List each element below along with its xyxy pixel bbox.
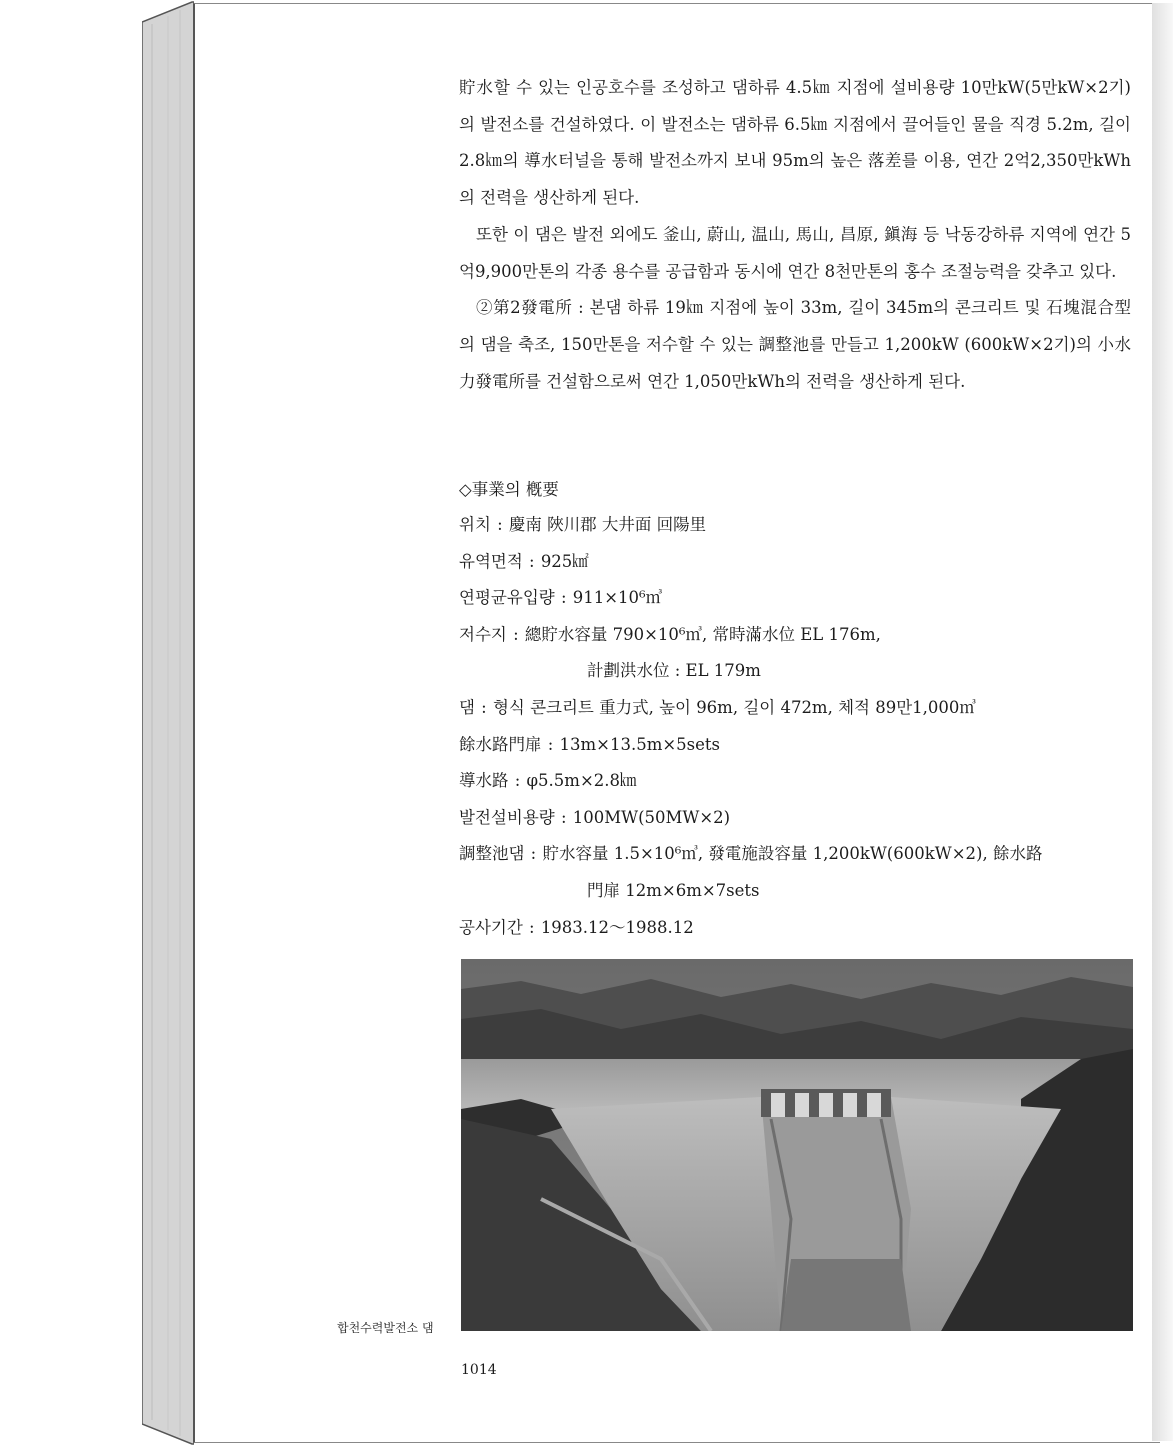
overview-row-location <box>459 507 1131 544</box>
section-heading: ◇事業의 槪要 <box>459 480 559 499</box>
colon: : <box>560 588 567 608</box>
photo-caption: 합천수력발전소 댐 <box>337 1321 434 1335</box>
overview-value: 형식 콘크리트 重力式, 높이 96m, 길이 472m, 체적 89만1,000㎥ <box>492 697 976 717</box>
label-char: 량 <box>538 807 555 827</box>
label-char: 량 <box>538 588 555 608</box>
label-char: 전 <box>474 807 491 827</box>
colon: : <box>513 624 519 644</box>
label-char: 整 <box>475 844 492 864</box>
colon: : <box>560 807 567 827</box>
paragraph-water-supply: 또한 이 댐은 발전 외에도 釜山, 蔚山, 温山, 馬山, 昌原, 鎭海 등 낙동강하류 지역에 연간 5억9,900만톤의 각종 용수를 공급함과 동시에 연간 8천만톤의 홍수 조절능력을 갖추고 있다. <box>459 224 1131 281</box>
body-text <box>459 70 1131 400</box>
paragraph-power-plant: 貯水할 수 있는 인공호수를 조성하고 댐하류 4.5㎞ 지점에 설비용량 10만kW(5만kW×2기)의 발전소를 건설하였다. 이 발전소는 댐하류 6.5㎞ 지점에서 끌어들인 물을 직경 5.2m, 길이 2.8㎞의 導水터널을 통해 발전소까지 보내 95m의 높은 落差를 이용, 연간 2억2,350만kWh의 전력을 생산하게 된다. <box>459 78 1131 208</box>
colon: : <box>547 734 554 754</box>
colon: : <box>497 515 503 534</box>
colon: : <box>481 697 487 717</box>
overview-row-regulating-dam <box>459 836 1131 873</box>
overview-value: 100MW(50MW×2) <box>572 807 731 827</box>
label-char: 저 <box>459 624 475 644</box>
label-char: 導 <box>459 771 476 791</box>
label-char: 설 <box>490 807 507 827</box>
label-char: 댐 <box>459 697 475 717</box>
label-char: 路 <box>492 734 509 754</box>
label-char: 입 <box>522 588 539 608</box>
overview-value: φ5.5m×2.8㎞ <box>526 771 637 791</box>
colon: : <box>529 917 535 937</box>
colon: : <box>514 771 521 791</box>
label-char: 역 <box>474 551 491 571</box>
label-char: 댐 <box>508 844 525 864</box>
colon: : <box>529 551 535 571</box>
page-number: 1014 <box>461 1362 497 1378</box>
label-char: 균 <box>490 588 507 608</box>
label-char: 위 <box>459 515 475 534</box>
label-char: 수 <box>474 624 491 644</box>
overview-row-annual-inflow <box>459 580 1131 617</box>
page-right-shadow <box>1152 3 1173 1441</box>
label-char: 餘 <box>459 734 476 754</box>
label-char: 발 <box>459 807 475 827</box>
overview-row-continuation <box>459 873 1131 910</box>
label-char: 기 <box>490 917 507 937</box>
overview-value: 1983.12～1988.12 <box>540 917 694 937</box>
label-char: 비 <box>506 807 523 827</box>
overview-row-continuation <box>459 653 1131 690</box>
overview-value: 13m×13.5m×5sets <box>559 734 721 754</box>
label-char: 池 <box>492 844 509 864</box>
overview-value: 慶南 陜川郡 大井面 回陽里 <box>508 515 707 534</box>
colon: : <box>530 844 537 864</box>
label-char: 門 <box>508 734 525 754</box>
label-char: 扉 <box>525 734 542 754</box>
paragraph-second-plant: ②第2發電所 : 본댐 하류 19㎞ 지점에 높이 33m, 길이 345m의 콘크리트 및 石塊混合型의 댐을 축조, 150만톤을 저수할 수 있는 調整池를 만들고 1,200kW (600kW×2기)의 小水力發電所를 건설함으로써 연간 1,050만kWh의 전력을 생산하게 된다. <box>459 298 1131 391</box>
overview-row-headrace <box>459 763 1131 800</box>
book-page-edges <box>142 0 194 1446</box>
overview-row-reservoir <box>459 617 1131 654</box>
overview-value: 門扉 12m×6m×7sets <box>587 880 760 900</box>
overview-row-dam <box>459 690 1131 727</box>
label-char: 路 <box>492 771 509 791</box>
label-char: 공 <box>459 917 475 937</box>
label-char: 적 <box>506 551 523 571</box>
label-char: 水 <box>475 771 492 791</box>
overview-value: 計劃洪水位 : EL 179m <box>587 661 761 681</box>
label-char: 평 <box>474 588 491 608</box>
label-char: 유 <box>459 551 475 571</box>
label-char: 치 <box>474 515 491 534</box>
overview-value: 925㎢ <box>540 551 589 571</box>
label-char: 유 <box>506 588 523 608</box>
overview-value: 911×10⁶㎥ <box>572 588 663 608</box>
project-overview-list <box>459 507 1131 946</box>
overview-value: 貯水容量 1.5×10⁶㎥, 發電施設容量 1,200kW(600kW×2), 餘水路 <box>542 844 1043 864</box>
label-char: 調 <box>459 844 476 864</box>
overview-row-spillway-gate <box>459 727 1131 764</box>
overview-value: 總貯水容量 790×10⁶㎥, 常時滿水位 EL 176m, <box>524 624 881 644</box>
label-char: 연 <box>459 588 475 608</box>
dam-photo <box>461 959 1133 1331</box>
label-char: 水 <box>475 734 492 754</box>
overview-row-basin-area <box>459 544 1131 581</box>
label-char: 간 <box>506 917 523 937</box>
label-char: 지 <box>490 624 507 644</box>
overview-row-construction-period <box>459 910 1131 947</box>
label-char: 용 <box>522 807 539 827</box>
label-char: 면 <box>490 551 507 571</box>
label-char: 사 <box>474 917 491 937</box>
overview-row-capacity <box>459 800 1131 837</box>
